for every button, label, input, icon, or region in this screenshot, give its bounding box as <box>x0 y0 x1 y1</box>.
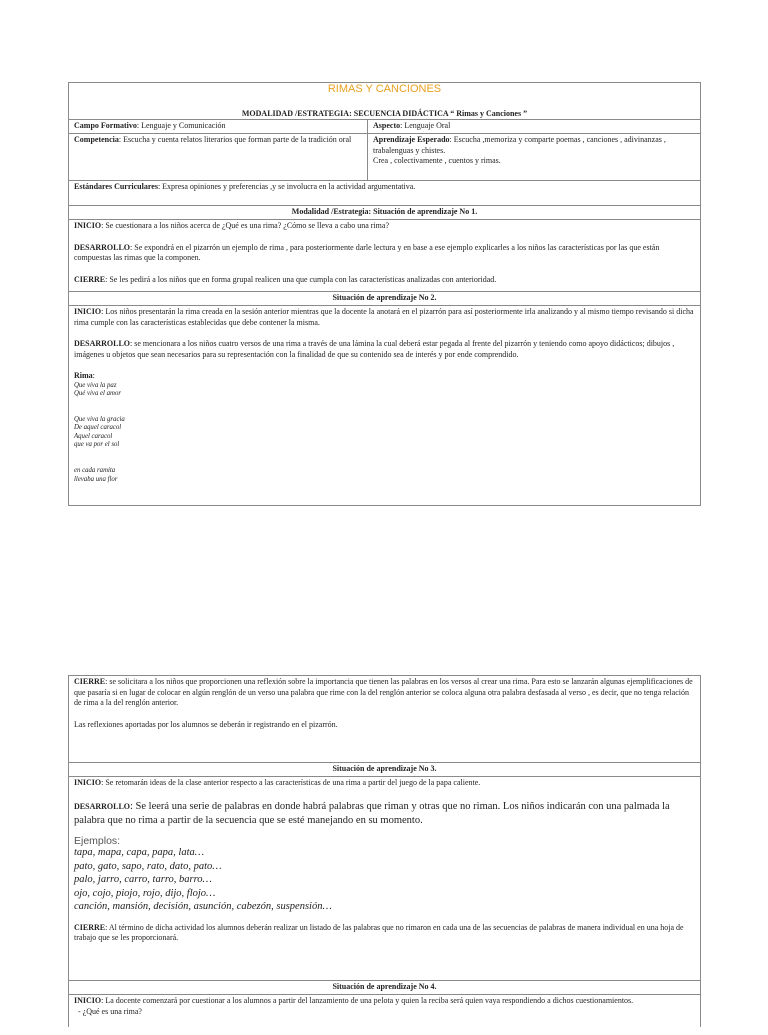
inicio-4-question: - ¿Qué es una rima? <box>78 1006 142 1016</box>
desarrollo-3: DESARROLLO: Se leerá una serie de palabras en donde habrá palabras que riman y otras que no riman. Los niños indicarán con una palmada la palabra que no rima a partir de la secuencia que se esté manejando en su momento. <box>74 800 670 826</box>
title-row <box>69 83 700 120</box>
ejemplos-list: tapa, mapa, capa, papa, lata… pato, gato, sapo, rato, dato, pato… palo, jarro, carro, tarro, barro… ojo, cojo, piojo, rojo, dijo, flojo… canción, mansión, decisión, asunción, cabezón, suspensión… <box>74 847 332 912</box>
situacion-2-body <box>69 306 700 505</box>
ejemplos-label: Ejemplos: <box>74 834 121 847</box>
rima-heading: Rima: <box>74 371 95 380</box>
estandares-row: Estándares Curriculares: Expresa opiniones y preferencias ,y se involucra en la actividad argumentativa. <box>69 181 700 206</box>
inicio-3: INICIO: Se retomarán ideas de la clase anterior respecto a las características de una rima a partir del juego de la papa caliente. <box>74 778 481 787</box>
document-title: RIMAS Y CANCIONES <box>327 83 442 95</box>
desarrollo-1: DESARROLLO: Se expondrá en el pizarrón un ejemplo de rima , para posteriormente darle lectura y en base a ese ejemplo explicarles a los niños las características por las que están compuestas las rimas que la componen. <box>74 242 660 262</box>
situacion-1-body <box>69 220 700 292</box>
cierre-1: CIERRE: Se les pedirá a los niños que en forma grupal realicen una que cumpla con las características analizadas con anterioridad. <box>74 274 497 284</box>
inicio-1: INICIO: Se cuestionara a los niños acerca de ¿Qué es una rima? ¿Cómo se lleva a cabo una rima? <box>74 221 390 230</box>
page1-table <box>68 82 701 506</box>
inicio-4: INICIO: La docente comenzará por cuestionar a los alumnos a partir del lanzamiento de una pelota y quien la reciba será quien vaya respondiendo a dichos cuestionamientos. <box>74 996 634 1005</box>
page2-table <box>68 675 701 1027</box>
situacion-1-header: Modalidad /Estrategia: Situación de aprendizaje No 1. <box>69 206 700 220</box>
cierre-2-block <box>69 676 700 763</box>
situacion-4-header: Situación de aprendizaje No 4. <box>69 981 700 995</box>
campo-row <box>69 120 700 134</box>
competencia-row <box>69 134 700 181</box>
campo-cell: Campo Formativo: Lenguaje y Comunicación <box>69 120 368 133</box>
situacion-2-header: Situación de aprendizaje No 2. <box>69 292 700 306</box>
rima-verses: Que viva la paz Qué viva el amor Que viva la gracia De aquel caracol Aquel caracol que va por el sol en cada ramita llevaba una flor <box>74 381 125 483</box>
modalidad-line: MODALIDAD /ESTRATEGIA: SECUENCIA DIDÁCTICA “ Rimas y Canciones ” <box>241 108 528 118</box>
situacion-3-body <box>69 777 700 981</box>
reflexiones: Las reflexiones aportadas por los alumnos se deberán ir registrando en el pizarrón. <box>74 719 338 729</box>
desarrollo-2: DESARROLLO: se mencionara a los niños cuatro versos de una rima a través de una lámina la cual deberá estar pegada al frente del pizarrón y teniendo como apoyo didácticos; dibujos , imágenes u objetos que sean necesarios para su representación con la finalidad de que su contenido sea de interés y por ende comprendido. <box>74 339 675 359</box>
cierre-3: CIERRE: Al término de dicha actividad los alumnos deberán realizar un listado de las palabras que no rimaron en cada una de las secuencias de palabras de manera individual en una hoja de trabajo que se les proporcionará. <box>74 922 684 942</box>
aprendizaje-cell: Aprendizaje Esperado: Escucha ,memoriza y comparte poemas , canciones , adivinanzas , trabalenguas y chistes. Crea , colectivamente , cuentos y rimas. <box>373 135 666 165</box>
competencia-cell: Competencia: Escucha y cuenta relatos literarios que forman parte de la tradición oral <box>69 134 368 180</box>
inicio-2: INICIO: Los niños presentarán la rima creada en la sesión anterior mientras que la docente la anotará en el pizarrón para así posteriormente irla analizando y al mismo tiempo revisando si dicha rima cumple con las características establecidas que debe contener la misma. <box>74 307 694 327</box>
aspecto-cell: Aspecto: Lenguaje Oral <box>373 121 451 130</box>
situacion-3-header: Situación de aprendizaje No 3. <box>69 763 700 777</box>
cierre-2: CIERRE: se solicitara a los niños que proporcionen una reflexión sobre la importancia que tienen las palabras en los versos al crear una rima. Para esto se lanzarán algunas ejemplificaciones de que pasaría si en lugar de colocar en algún renglón de un verso una palabra que rime con la del renglón anterior se coloca alguna otra palabra desfasada al verso , es decir, que no tenga relación de rima a la del renglón anterior. <box>74 677 693 707</box>
situacion-4-body <box>69 995 700 1035</box>
